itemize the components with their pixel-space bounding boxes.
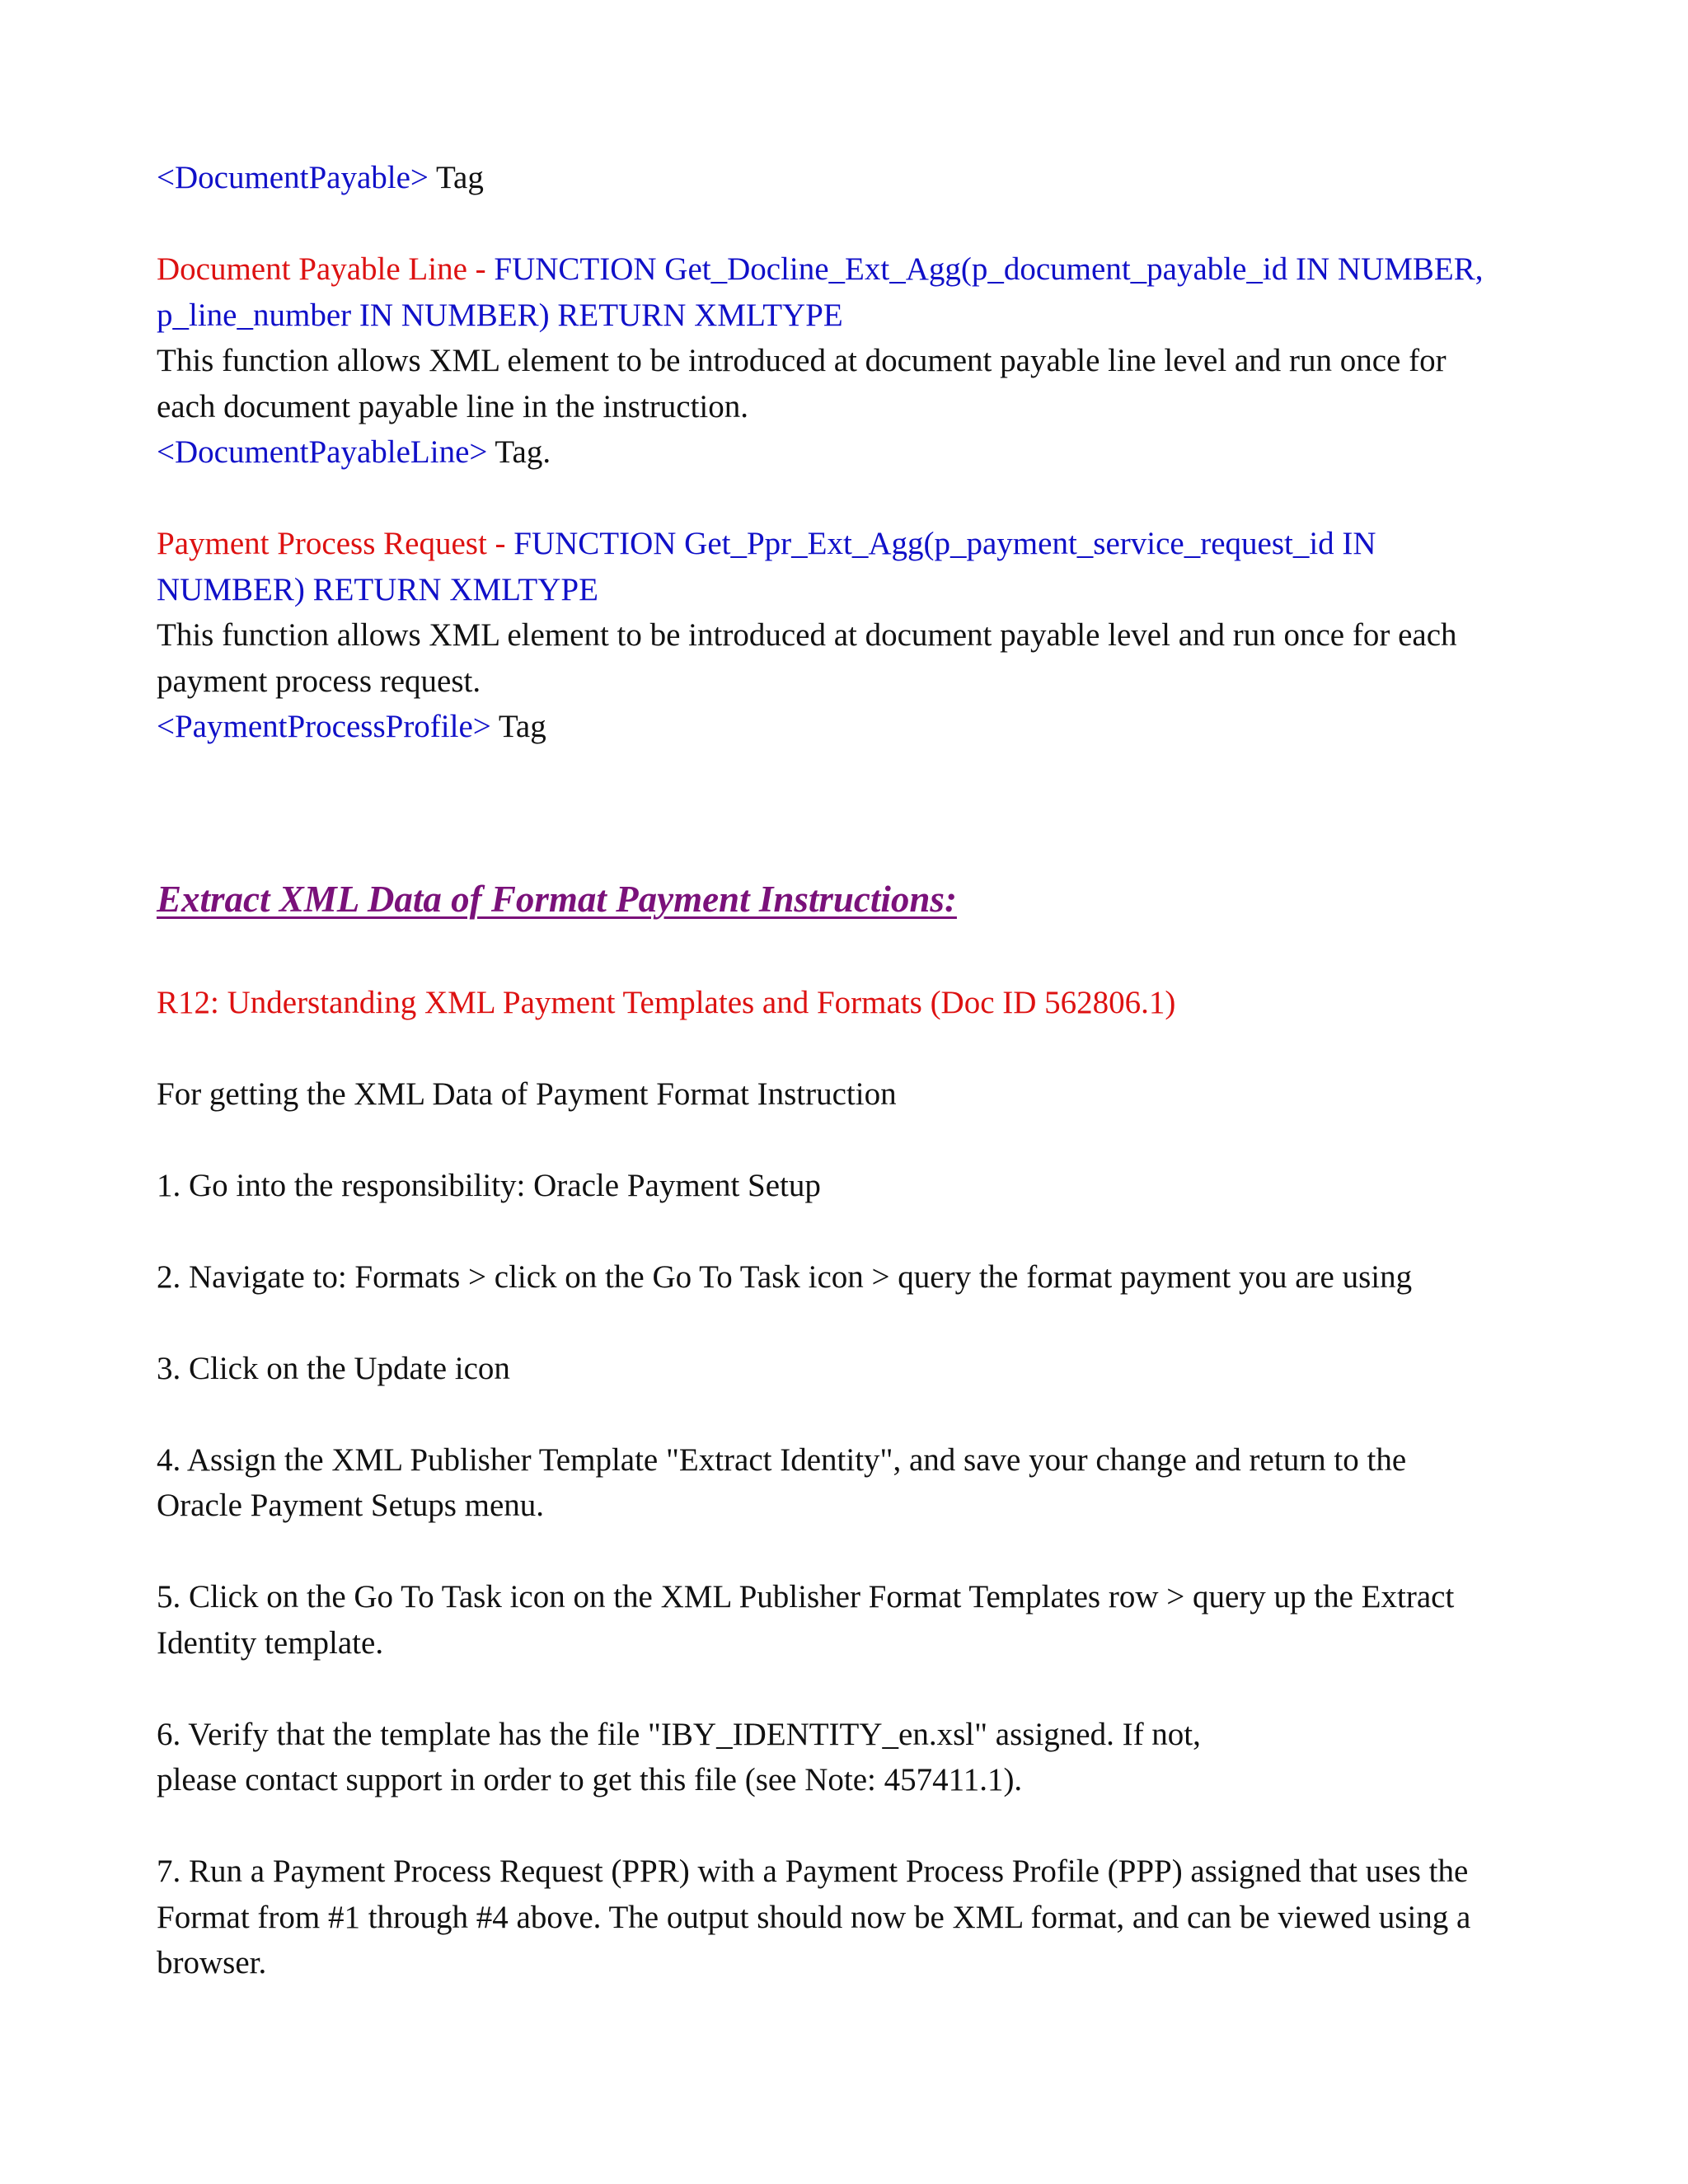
section-intro: For getting the XML Data of Payment Format Instruction (157, 1076, 897, 1112)
docline-description-2: each document payable line in the instruction. (157, 388, 749, 424)
step-line: Identity template. (157, 1624, 384, 1661)
payment-process-profile-tag-line (157, 704, 1550, 750)
payment-process-profile-tag: <PaymentProcessProfile> (157, 709, 491, 744)
doc-reference: R12: Understanding XML Payment Templates and Formats (Doc ID 562806.1) (157, 984, 1176, 1020)
spacer (157, 924, 1550, 980)
spacer (157, 1300, 1550, 1346)
step-item (157, 1849, 1550, 1986)
step-item (157, 1437, 1550, 1529)
document-payable-line-signature (157, 246, 1550, 293)
step-line: 1. Go into the responsibility: Oracle Payment Setup (157, 1167, 821, 1203)
spacer (157, 841, 1550, 874)
ppr-function-signature-1: FUNCTION Get_Ppr_Ext_Agg(p_payment_service_request_id IN (513, 526, 1376, 561)
ppr-description-1: This function allows XML element to be introduced at document payable level and run once for each (157, 617, 1457, 653)
docline-description-1: This function allows XML element to be introduced at document payable line level and run once for (157, 343, 1447, 378)
step-item (157, 1712, 1550, 1803)
document-payable-line-tag-line (157, 429, 1550, 476)
step-line: 2. Navigate to: Formats > click on the Go To Task icon > query the format payment you are using (157, 1258, 1413, 1295)
spacer (157, 201, 1550, 247)
tag-suffix: Tag (428, 160, 484, 195)
step-item (157, 1254, 1550, 1301)
section-heading: Extract XML Data of Format Payment Instructions: (157, 878, 957, 920)
tag-suffix: Tag. (487, 434, 551, 470)
step-line: please contact support in order to get this file (see Note: 457411.1). (157, 1762, 1023, 1797)
payment-process-request-signature (157, 521, 1550, 567)
tag-suffix: Tag (490, 709, 546, 744)
document-payable-tag-line (157, 155, 1550, 201)
step-item (157, 1346, 1550, 1392)
step-line: 6. Verify that the template has the file "IBY_IDENTITY_en.xsl" assigned. If not, (157, 1716, 1201, 1752)
ppr-description-2: payment process request. (157, 663, 481, 699)
spacer (157, 1391, 1550, 1437)
spacer (157, 750, 1550, 796)
spacer (157, 1529, 1550, 1575)
step-line: Oracle Payment Setups menu. (157, 1488, 545, 1523)
step-line: 3. Click on the Update icon (157, 1350, 510, 1386)
ppr-function-signature-2: NUMBER) RETURN XMLTYPE (157, 571, 598, 607)
spacer (157, 476, 1550, 522)
spacer (157, 1117, 1550, 1163)
spacer (157, 1208, 1550, 1254)
step-line: 4. Assign the XML Publisher Template "Extract Identity", and save your change and return to the (157, 1441, 1407, 1478)
spacer (157, 1025, 1550, 1071)
spacer (157, 1666, 1550, 1712)
step-line: browser. (157, 1945, 267, 1980)
document-payable-line-tag: <DocumentPayableLine> (157, 434, 488, 470)
step-line: Format from #1 through #4 above. The output should now be XML format, and can be viewed using a (157, 1899, 1471, 1935)
steps-list (157, 1117, 1550, 1986)
step-line: 7. Run a Payment Process Request (PPR) with a Payment Process Profile (PPP) assigned that uses the (157, 1854, 1469, 1889)
docline-function-signature-1: FUNCTION Get_Docline_Ext_Agg(p_document_payable_id IN NUMBER, (494, 251, 1484, 287)
docline-function-signature-2: p_line_number IN NUMBER) RETURN XMLTYPE (157, 297, 843, 333)
payment-process-request-label: Payment Process Request - (157, 526, 514, 561)
spacer (157, 795, 1550, 841)
document-payable-tag: <DocumentPayable> (157, 160, 429, 195)
document-content (157, 155, 1550, 1986)
document-payable-line-label: Document Payable Line - (157, 251, 495, 287)
step-item (157, 1163, 1550, 1209)
step-item (157, 1574, 1550, 1666)
step-line: 5. Click on the Go To Task icon on the XML Publisher Format Templates row > query up the Extract (157, 1579, 1455, 1615)
spacer (157, 1803, 1550, 1849)
